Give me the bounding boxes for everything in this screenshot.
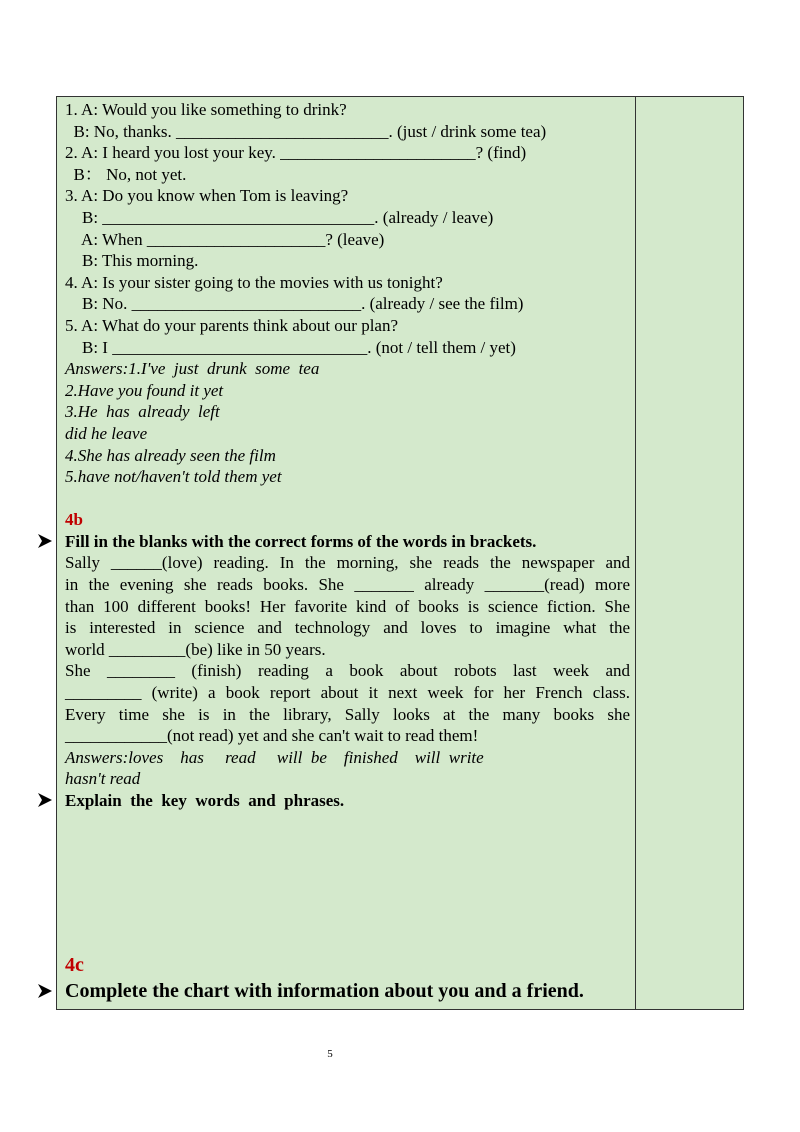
- answer-line: 4.She has already seen the film: [65, 445, 276, 465]
- dialogue-line: 1. A: Would you like something to drink?: [65, 100, 347, 119]
- key-words-instruction: [65, 790, 630, 812]
- paragraph-line: She ________ (finish) reading a book about robots last week and: [65, 661, 630, 681]
- answers-4b: [65, 747, 630, 790]
- dialogue-line: B： No, not yet.: [65, 164, 187, 184]
- worksheet-table: [56, 96, 744, 1010]
- arrowhead-bullet-icon: [37, 792, 53, 808]
- dialogue-line: B: I ______________________________. (not / tell them / yet): [65, 337, 516, 357]
- exercise-4a: [65, 99, 630, 358]
- page-number: 5: [327, 1048, 333, 1060]
- answer-line: Answers:loves has read will be finished will write: [65, 747, 484, 767]
- instruction-text: Complete the chart with information about you and a friend.: [65, 979, 584, 1002]
- answers-4a: [65, 358, 630, 488]
- answer-line: hasn't read: [65, 769, 141, 789]
- dialogue-line: B: No, thanks. _________________________. (just / drink some tea): [65, 121, 547, 141]
- dialogue-line: B: This morning.: [65, 251, 199, 271]
- dialogue-line: A: When _____________________? (leave): [65, 229, 385, 249]
- section-label-4b: 4b: [65, 510, 83, 530]
- dialogue-line: 4. A: Is your sister going to the movies with us tonight?: [65, 272, 443, 292]
- paragraph-line: Every time she is in the library, Sally looks at the many books she: [65, 704, 630, 724]
- dialogue-line: 3. A: Do you know when Tom is leaving?: [65, 186, 349, 206]
- instruction-text: Fill in the blanks with the correct forms of the words in brackets.: [65, 531, 537, 551]
- paragraph-line: is interested in science and technology and loves to imagine what the: [65, 618, 630, 638]
- column-divider: [635, 97, 636, 1009]
- blank-space: [65, 812, 630, 952]
- answer-line: did he leave: [65, 423, 148, 443]
- instruction-4c: [65, 978, 630, 1004]
- content-cell: [65, 99, 630, 1004]
- arrowhead-bullet-icon: [37, 983, 53, 999]
- answer-line: 3.He has already left: [65, 402, 220, 422]
- paragraph-line: in the evening she reads books. She _______ already _______(read) more: [65, 575, 630, 595]
- section-label-4c: 4c: [65, 953, 84, 976]
- answer-line: Answers:1.I've just drunk some tea: [65, 359, 320, 379]
- instruction-text: Explain the key words and phrases.: [65, 791, 345, 810]
- paragraph-4b: [65, 552, 630, 746]
- paragraph-line: than 100 different books! Her favorite kind of books is science fiction. She: [65, 596, 630, 616]
- dialogue-line: B: ________________________________. (already / leave): [65, 207, 494, 227]
- paragraph-line: _________ (write) a book report about it next week for her French class.: [65, 683, 630, 703]
- paragraph-line: world _________(be) like in 50 years.: [65, 639, 326, 659]
- dialogue-line: 5. A: What do your parents think about our plan?: [65, 315, 399, 335]
- answer-line: 2.Have you found it yet: [65, 380, 224, 400]
- instruction-4b: [65, 531, 630, 553]
- answer-line: 5.have not/haven't told them yet: [65, 467, 282, 487]
- paragraph-line: Sally ______(love) reading. In the morning, she reads the newspaper and: [65, 553, 630, 573]
- arrowhead-bullet-icon: [37, 533, 53, 549]
- dialogue-line: B: No. ___________________________. (already / see the film): [65, 294, 524, 314]
- dialogue-line: 2. A: I heard you lost your key. _______________________? (find): [65, 143, 527, 163]
- paragraph-line: ____________(not read) yet and she can't wait to read them!: [65, 726, 479, 746]
